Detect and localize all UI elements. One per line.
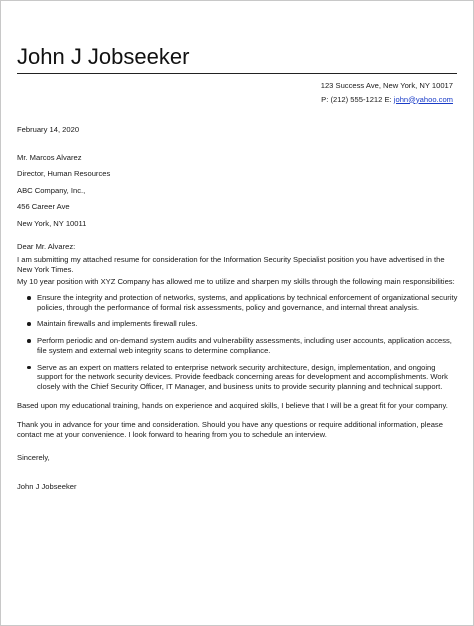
contact-block (321, 79, 453, 106)
recipient-line: Mr. Marcos Alvarez (17, 152, 82, 162)
intro-paragraph: I am submitting my attached resume for consideration for the Information Security Specialist position you have advertised in the New York Times. (17, 254, 445, 274)
address-line: 123 Success Ave, New York, NY 10017 (320, 81, 453, 90)
phone-email-line (321, 93, 453, 107)
list-item: Ensure the integrity and protection of networks, systems, and applications by technical enforcement of organizational security policies, through the performance of formal risk assessments, policy and governance, and internal threat analysis. (27, 293, 459, 312)
experience-paragraph: My 10 year position with XYZ Company has allowed me to utilize and sharpen my skills through the following main responsibilities: (17, 277, 455, 287)
recipient-line: Director, Human Resources (17, 169, 111, 179)
signature-name: John J Jobseeker (17, 482, 77, 492)
header-divider (17, 73, 457, 74)
responsibilities-list (17, 293, 459, 392)
recipient-line: 456 Career Ave (17, 202, 70, 212)
letter-date: February 14, 2020 (17, 125, 80, 134)
phone-text: P: (212) 555-1212 E: (321, 94, 392, 104)
fit-paragraph: Based upon my educational training, hands on experience and acquired skills, I believe that I will be a great fit for your company. (17, 400, 448, 410)
email-link[interactable]: john@yahoo.com (393, 94, 453, 104)
recipient-line: New York, NY 10011 (17, 218, 87, 228)
list-item: Serve as an expert on matters related to enterprise network security architecture, design, implementation, and ongoing support for the network security devices. Provide feedback concerning areas for development and accomplishments. Work closely with the Chief Security Officer, IT Manager, and business units to provide security planning and technical support. (27, 363, 459, 392)
recipient-block (17, 150, 459, 233)
thanks-paragraph: Thank you in advance for your time and consideration. Should you have any questions or require additional information, please contact me at your convenience. I look forward to hearing from you to schedule an interview. (17, 420, 443, 440)
list-item: Maintain firewalls and implements firewall rules. (27, 319, 459, 329)
closing-line: Sincerely, (17, 452, 50, 462)
letter-body (17, 125, 459, 495)
salutation: Dear Mr. Alvarez: (17, 242, 76, 252)
recipient-line: ABC Company, Inc., (17, 185, 86, 195)
list-item: Perform periodic and on-demand system audits and vulnerability assessments, including user accounts, application access, file system and external web integrity scans to determine compliance. (27, 336, 459, 355)
applicant-name: John J Jobseeker (17, 44, 190, 69)
